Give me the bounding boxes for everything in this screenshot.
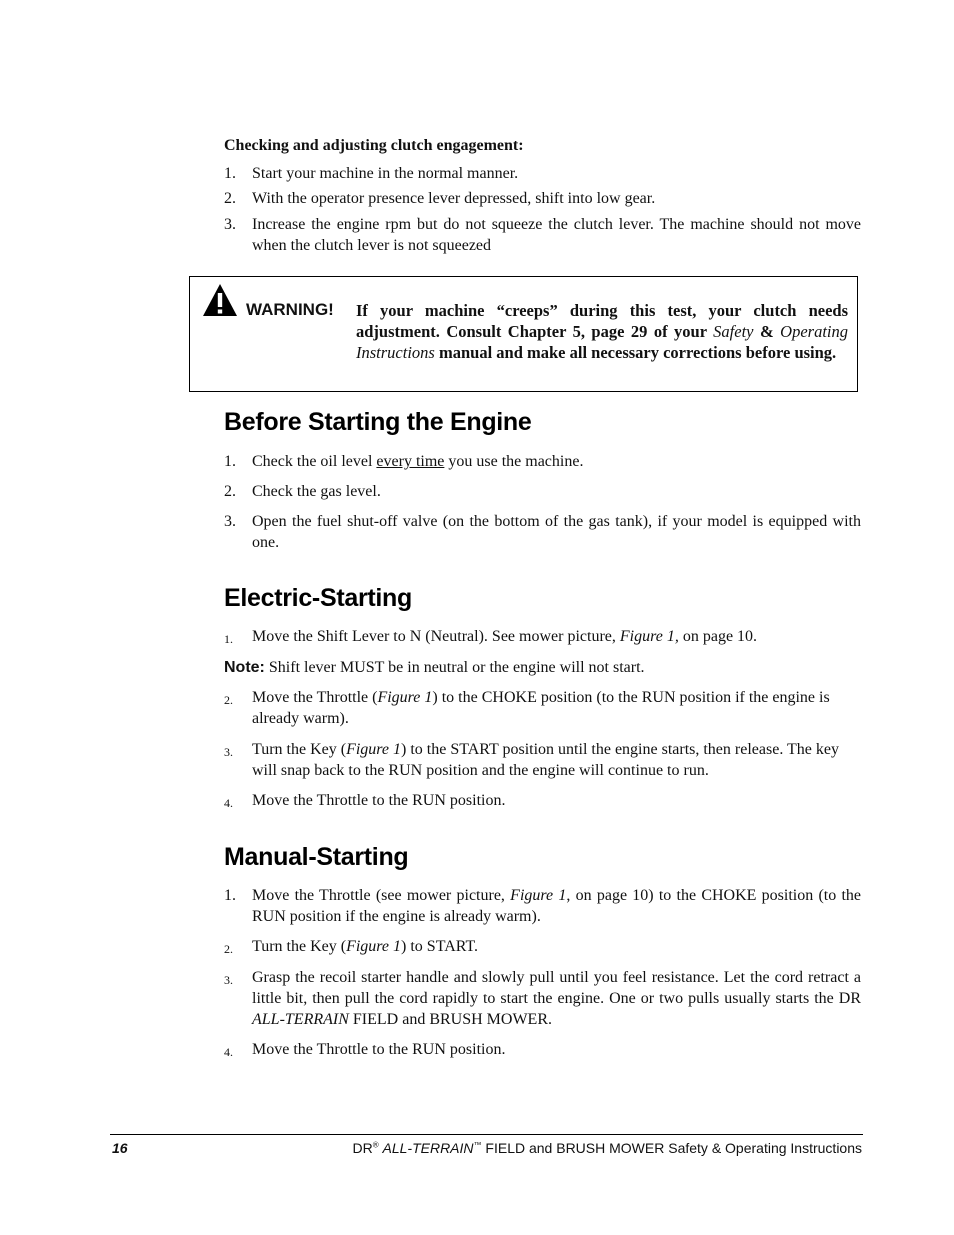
italic-text: Figure 1 — [346, 741, 402, 758]
page-number: 16 — [112, 1140, 128, 1156]
list-item — [224, 163, 861, 184]
footer-rule — [110, 1134, 863, 1135]
list-item — [224, 626, 861, 647]
text-part: Shift lever MUST be in neutral or the engine will not start. — [264, 659, 645, 676]
text-part: ) to START. — [401, 938, 479, 955]
warning-text — [356, 300, 848, 363]
item-text: Check the gas level. — [252, 483, 381, 500]
item-number: 3. — [224, 216, 236, 233]
list-item — [224, 739, 861, 781]
item-number: 4. — [224, 796, 233, 810]
item-text: Move the Throttle to the RUN position. — [252, 792, 506, 809]
text-part: Move the Shift Lever to N (Neutral). See mower picture, — [252, 628, 620, 645]
warning-text-part: If your machine “creeps” during this test, your clutch needs adjustment. Consult Chapter 5, page 29 of your — [356, 301, 848, 341]
item-number: 3. — [224, 513, 236, 530]
item-text — [252, 739, 861, 781]
warning-text-part: manual and make all necessary corrections before using. — [434, 343, 837, 362]
item-text — [252, 451, 861, 472]
text-part: ) to the START position until the engine starts, then release. The key will snap back to the RUN position and the engine will continue to run. — [252, 741, 839, 779]
italic-text: Figure 1 — [510, 887, 567, 904]
item-number: 1. — [224, 453, 236, 470]
list-item — [224, 511, 861, 553]
item-number: 1. — [224, 632, 233, 646]
item-number: 2. — [224, 693, 233, 707]
text-part: you use the machine. — [444, 453, 584, 470]
text-part: on page 10. — [678, 628, 758, 645]
list-item — [224, 1039, 861, 1060]
trademark-mark: ™ — [473, 1140, 482, 1150]
item-text — [252, 885, 861, 927]
footer-title — [352, 1140, 862, 1156]
warning-text-italic: Safety — [713, 322, 754, 341]
item-number: 3. — [224, 745, 233, 759]
section-title-electric-starting: Electric-Starting — [224, 584, 413, 612]
list-item — [224, 214, 861, 256]
item-number: 4. — [224, 1045, 233, 1059]
text-part: Move the Throttle (see mower picture, — [252, 887, 511, 904]
item-text — [252, 626, 861, 647]
italic-text: Figure 1 — [346, 938, 402, 955]
text-part: Check the oil level — [252, 453, 377, 470]
registered-mark: ® — [372, 1140, 379, 1150]
section-subheading: Checking and adjusting clutch engagement: — [224, 137, 524, 154]
warning-label: WARNING! — [246, 300, 334, 319]
list-item — [224, 967, 861, 1030]
text-part: ) to the CHOKE position (to the RUN position if the engine is already warm). — [252, 689, 830, 727]
italic-text: Figure 1 — [377, 689, 433, 706]
footer-brand: DR — [352, 1140, 373, 1156]
item-text — [252, 936, 861, 957]
text-part: , on page 10) to the CHOKE position (to the RUN position if the engine is already warm). — [252, 887, 862, 925]
list-item — [224, 481, 861, 502]
warning-text-part: & — [753, 322, 781, 341]
list-item — [224, 188, 861, 209]
section-title-manual-starting: Manual-Starting — [224, 843, 409, 871]
item-text: Increase the engine rpm but do not squeeze the clutch lever. The machine should not move when the clutch lever is not squeezed — [252, 216, 861, 254]
text-part: Grasp the recoil starter handle and slowly pull until you feel resistance. Let the cord retract a little bit, then pull the cord rapidly to start the engine. One or two pulls usually starts the DR — [252, 969, 861, 1007]
item-number: 1. — [224, 887, 236, 904]
item-number: 3. — [224, 973, 233, 987]
list-item — [224, 885, 861, 927]
item-text: Start your machine in the normal manner. — [252, 165, 519, 182]
warning-box — [189, 276, 858, 392]
note-label: Note: — [224, 659, 265, 676]
list-item — [224, 451, 861, 472]
list-item — [224, 790, 861, 811]
section-title-before-starting: Before Starting the Engine — [224, 408, 532, 436]
item-number: 2. — [224, 483, 236, 500]
footer-rest: FIELD and BRUSH MOWER Safety & Operating Instructions — [481, 1140, 862, 1156]
item-text — [252, 967, 861, 1030]
item-number: 2. — [224, 942, 233, 956]
text-part: Turn the Key ( — [252, 938, 347, 955]
text-part: Turn the Key ( — [252, 741, 347, 758]
warning-text-italic: Operating Instructions — [356, 322, 848, 362]
text-part: Move the Throttle ( — [252, 689, 378, 706]
italic-text: Figure 1, — [619, 628, 679, 645]
item-number: 1. — [224, 165, 236, 182]
underlined-text: every time — [376, 453, 445, 470]
item-text — [252, 687, 861, 729]
warning-triangle-icon — [202, 283, 238, 317]
item-text: Open the fuel shut-off valve (on the bottom of the gas tank), if your model is equipped with one. — [252, 513, 861, 551]
list-item — [224, 687, 861, 729]
note-text — [224, 657, 861, 678]
item-text: With the operator presence lever depressed, shift into low gear. — [252, 190, 656, 207]
italic-text: ALL-TERRAIN — [252, 1011, 349, 1028]
footer-product-name: ALL-TERRAIN — [382, 1140, 474, 1156]
note — [224, 657, 861, 678]
list-item — [224, 936, 861, 957]
item-number: 2. — [224, 190, 236, 207]
item-text: Move the Throttle to the RUN position. — [252, 1041, 506, 1058]
text-part: FIELD and BRUSH MOWER. — [348, 1011, 552, 1028]
